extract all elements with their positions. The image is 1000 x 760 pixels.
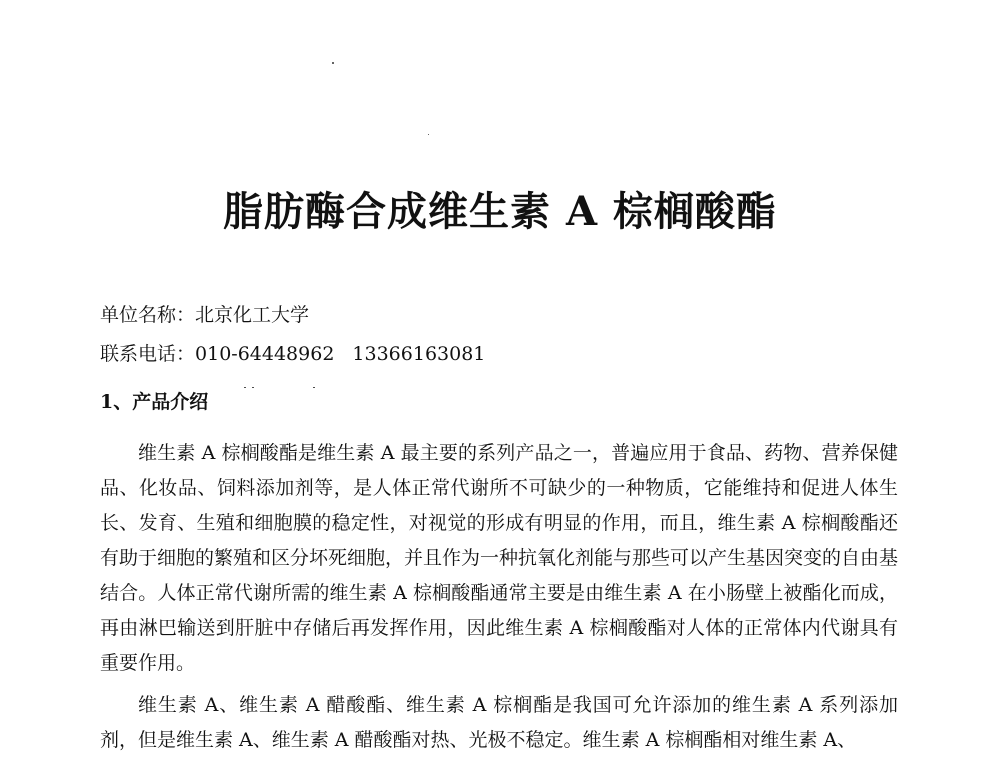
paragraph-1: 维生素 A 棕榈酸酯是维生素 A 最主要的系列产品之一，普遍应用于食品、药物、营养保健品、化妆品、饲料添加剂等，是人体正常代谢所不可缺少的一种物质，它能维持和促进人体生长、发育、生殖和细胞膜的稳定性，对视觉的形成有明显的作用，而且，维生素 A 棕榈酸酯还有助于细胞的繁殖和区分坏死细胞，并且作为一种抗氧化剂能与那些可以产生基因突变的自由基结合。人体正常代谢所需的维生素 A 棕榈酸酯通常主要是由维生素 A 在小肠壁上被酯化而成，再由淋巴输送到肝脏中存储后再发挥作用，因此维生素 A 棕榈酸酯对人体的正常体内代谢具有重要作用。 <box>100 442 899 674</box>
document-title: 脂肪酶合成维生素 A 棕榈酸酯 <box>223 188 777 235</box>
phone-label: 联系电话： <box>100 343 196 365</box>
scan-speck <box>428 134 429 135</box>
section-heading-product-intro: 1、产品介绍 <box>100 391 209 413</box>
scan-speck <box>252 387 254 388</box>
scan-speck <box>313 387 315 388</box>
scan-speck <box>244 387 246 388</box>
phone-number-1: 010-64448962 <box>195 343 335 365</box>
paragraph-2: 维生素 A、维生素 A 醋酸酯、维生素 A 棕榈酯是我国可允许添加的维生素 A 系列添加剂，但是维生素 A、维生素 A 醋酸酯对热、光极不稳定。维生素 A 棕榈酯相对维生素 A、 <box>100 694 898 751</box>
phone-number-2: 13366163081 <box>352 343 486 365</box>
unit-value: 北京化工大学 <box>195 304 310 326</box>
scan-speck <box>332 62 334 64</box>
unit-line <box>100 302 309 328</box>
unit-label: 单位名称： <box>100 304 196 326</box>
phone-line <box>100 341 485 367</box>
